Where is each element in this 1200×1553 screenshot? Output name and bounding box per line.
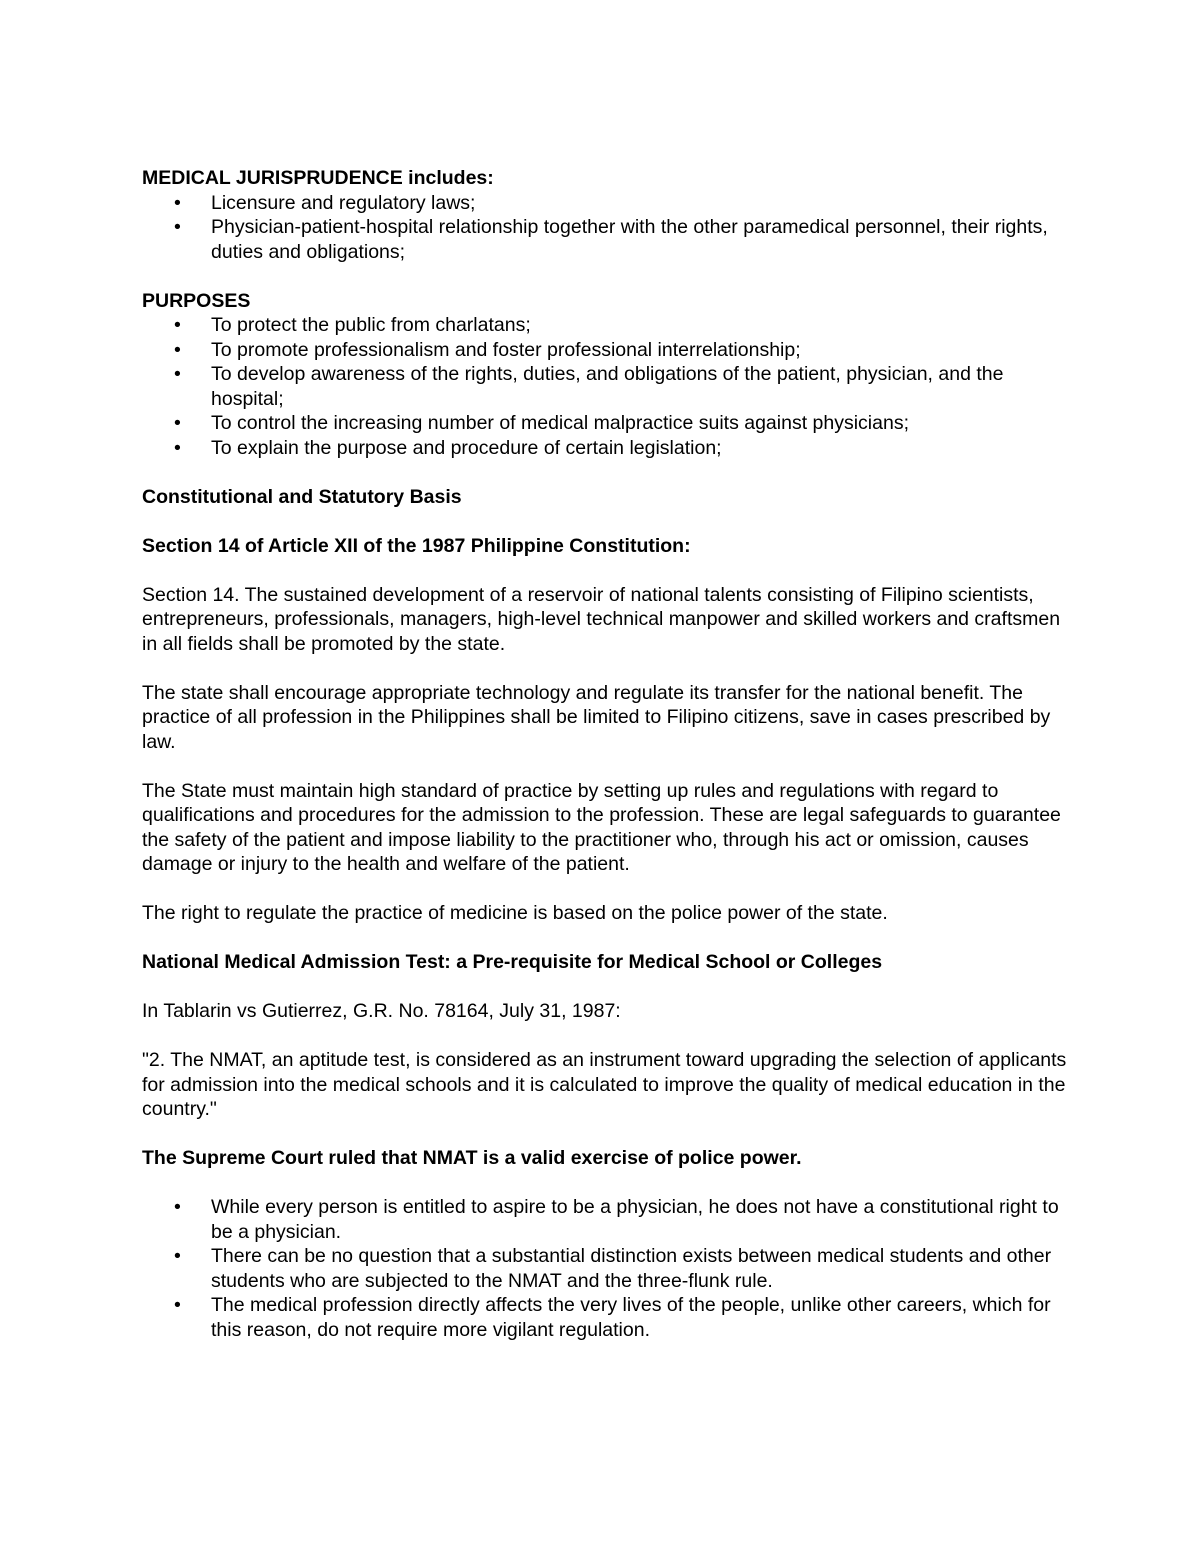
- paragraph: Section 14. The sustained development of a reservoir of national talents consisting of Filipino scientists, entrepreneurs, professionals, managers, high-level technical manpower and skilled workers and craftsmen in all fields shall be promoted by the state.: [142, 583, 1061, 655]
- intro-heading: MEDICAL JURISPRUDENCE includes:: [142, 167, 494, 189]
- list-item: • To develop awareness of the rights, duties, and obligations of the patient, physician, and the hospital;: [142, 362, 1072, 411]
- intro-list: [142, 191, 1072, 265]
- paragraph: The State must maintain high standard of practice by setting up rules and regulations with regard to qualifications and procedures for the admission to the profession. These are legal safeguards to guarantee the safety of the patient and impose liability to the practitioner who, through his act or omission, causes damage or injury to the health and welfare of the patient.: [142, 779, 1061, 875]
- list-item: • Physician-patient-hospital relationship together with the other paramedical personnel, their rights, duties and obligations;: [142, 215, 1072, 264]
- section-heading: Section 14 of Article XII of the 1987 Philippine Constitution:: [142, 534, 691, 557]
- list-item: • There can be no question that a substantial distinction exists between medical students and other students who are subjected to the NMAT and the three-flunk rule.: [142, 1244, 1072, 1293]
- basis-heading: Constitutional and Statutory Basis: [142, 485, 462, 508]
- paragraph: The right to regulate the practice of medicine is based on the police power of the state.: [142, 902, 888, 924]
- ruling-list: [142, 1195, 1072, 1342]
- list-item: • The medical profession directly affects the very lives of the people, unlike other careers, which for this reason, do not require more vigilant regulation.: [142, 1293, 1072, 1342]
- list-item: • Licensure and regulatory laws;: [142, 191, 1072, 216]
- case-citation: In Tablarin vs Gutierrez, G.R. No. 78164, July 31, 1987:: [142, 1000, 621, 1022]
- ruling-heading: The Supreme Court ruled that NMAT is a valid exercise of police power.: [142, 1147, 802, 1169]
- nmat-heading: National Medical Admission Test: a Pre-requisite for Medical School or Colleges: [142, 951, 883, 973]
- quote-paragraph: "2. The NMAT, an aptitude test, is considered as an instrument toward upgrading the selection of applicants for admission into the medical schools and it is calculated to improve the quality of medical education in the country.": [142, 1049, 1067, 1120]
- list-item: • To control the increasing number of medical malpractice suits against physicians;: [142, 411, 1072, 436]
- document-page: [142, 166, 1072, 1342]
- list-item: • While every person is entitled to aspire to be a physician, he does not have a constitutional right to be a physician.: [142, 1195, 1072, 1244]
- purposes-heading: PURPOSES: [142, 289, 251, 312]
- list-item: • To promote professionalism and foster professional interrelationship;: [142, 338, 1072, 363]
- paragraph: The state shall encourage appropriate technology and regulate its transfer for the national benefit. The practice of all profession in the Philippines shall be limited to Filipino citizens, save in cases prescribed by law.: [142, 681, 1051, 753]
- list-item: • To protect the public from charlatans;: [142, 313, 1072, 338]
- purposes-list: [142, 313, 1072, 460]
- list-item: • To explain the purpose and procedure of certain legislation;: [142, 436, 1072, 461]
